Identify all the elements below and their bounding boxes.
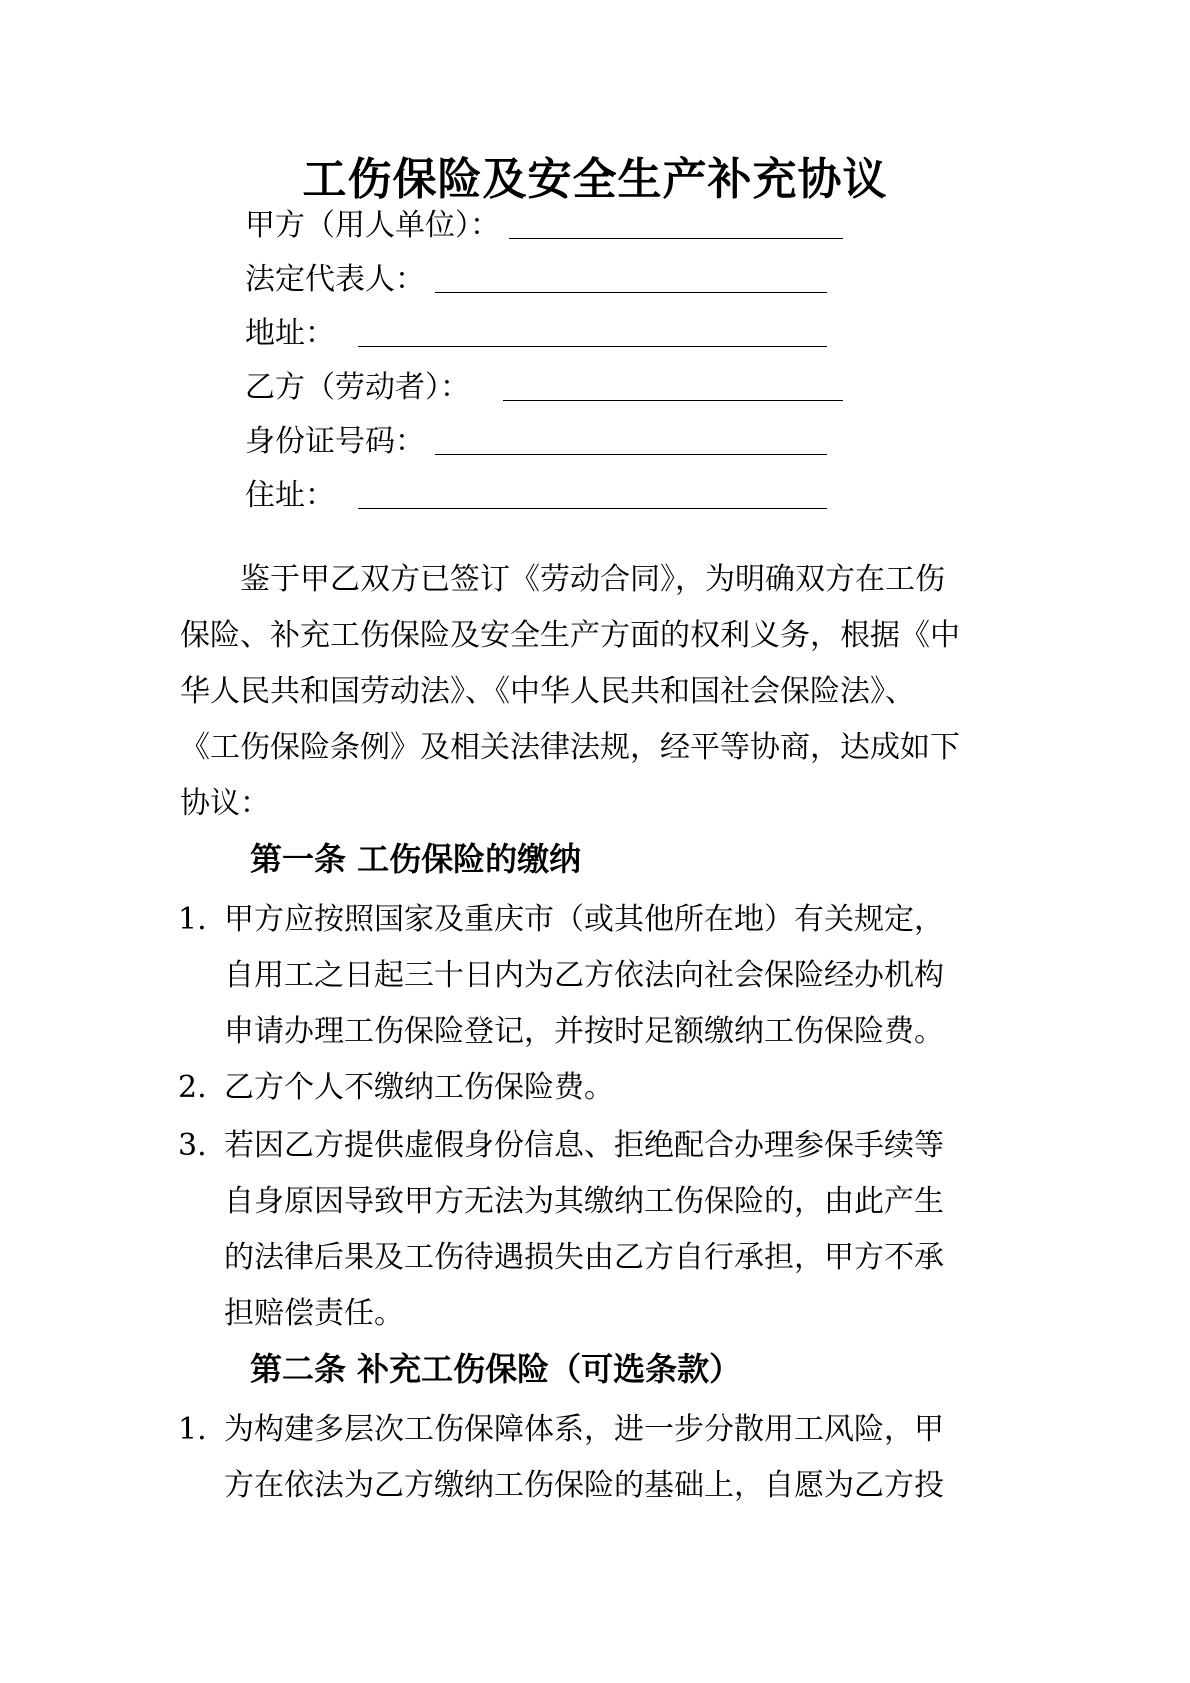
article-1-heading: 第一条 工伤保险的缴纳 (250, 840, 582, 878)
list-item-line: 乙方个人不缴纳工伤保险费。 (224, 1070, 614, 1105)
list-item-line: 的法律后果及工伤待遇损失由乙方自行承担，甲方不承 (224, 1240, 944, 1275)
list-item-number: 1. (178, 1412, 207, 1447)
party-b-field (245, 366, 470, 410)
list-item-line: 自身原因导致甲方无法为其缴纳工伤保险的，由此产生 (224, 1184, 944, 1219)
id-number-field (245, 420, 425, 464)
party-a-label: 甲方（用人单位）： (245, 208, 500, 243)
residence-label: 住址： (245, 478, 335, 513)
preamble-line: 协议： (180, 786, 270, 821)
list-item-number: 1. (178, 902, 207, 937)
list-item-line: 自用工之日起三十日内为乙方依法向社会保险经办机构 (224, 958, 944, 993)
party-a-blank[interactable] (509, 238, 843, 239)
list-item-line: 若因乙方提供虚假身份信息、拒绝配合办理参保手续等 (224, 1128, 944, 1163)
address-blank[interactable] (358, 346, 827, 347)
id-number-label: 身份证号码： (245, 424, 425, 459)
legal-representative-label: 法定代表人： (245, 262, 425, 297)
preamble-line: 保险、补充工伤保险及安全生产方面的权利义务，根据《中 (180, 618, 960, 653)
id-number-blank[interactable] (435, 454, 827, 455)
list-item-line: 担赔偿责任。 (224, 1296, 404, 1331)
list-item-number: 3. (178, 1128, 207, 1163)
preamble-line: 华人民共和国劳动法》、《中华人民共和国社会保险法》、 (180, 674, 915, 709)
preamble-line: 鉴于甲乙双方已签订《劳动合同》，为明确双方在工伤 (180, 562, 945, 597)
list-item-line: 为构建多层次工伤保障体系，进一步分散用工风险，甲 (224, 1412, 944, 1447)
legal-representative-field (245, 258, 425, 302)
document-title: 工伤保险及安全生产补充协议 (302, 154, 888, 205)
party-a-field (245, 204, 500, 248)
preamble-line: 《工伤保险条例》及相关法律法规，经平等协商，达成如下 (180, 730, 960, 765)
list-item-line: 甲方应按照国家及重庆市（或其他所在地）有关规定， (224, 902, 944, 937)
article-2-heading: 第二条 补充工伤保险（可选条款） (250, 1350, 742, 1388)
residence-blank[interactable] (358, 508, 827, 509)
address-field (245, 312, 335, 356)
party-b-label: 乙方（劳动者）： (245, 370, 470, 405)
residence-field (245, 474, 335, 518)
list-item-number: 2. (178, 1070, 207, 1105)
list-item-line: 申请办理工伤保险登记，并按时足额缴纳工伤保险费。 (224, 1014, 944, 1049)
party-b-blank[interactable] (503, 400, 843, 401)
legal-representative-blank[interactable] (435, 292, 827, 293)
list-item-line: 方在依法为乙方缴纳工伤保险的基础上，自愿为乙方投 (224, 1468, 944, 1503)
address-label: 地址： (245, 316, 335, 351)
